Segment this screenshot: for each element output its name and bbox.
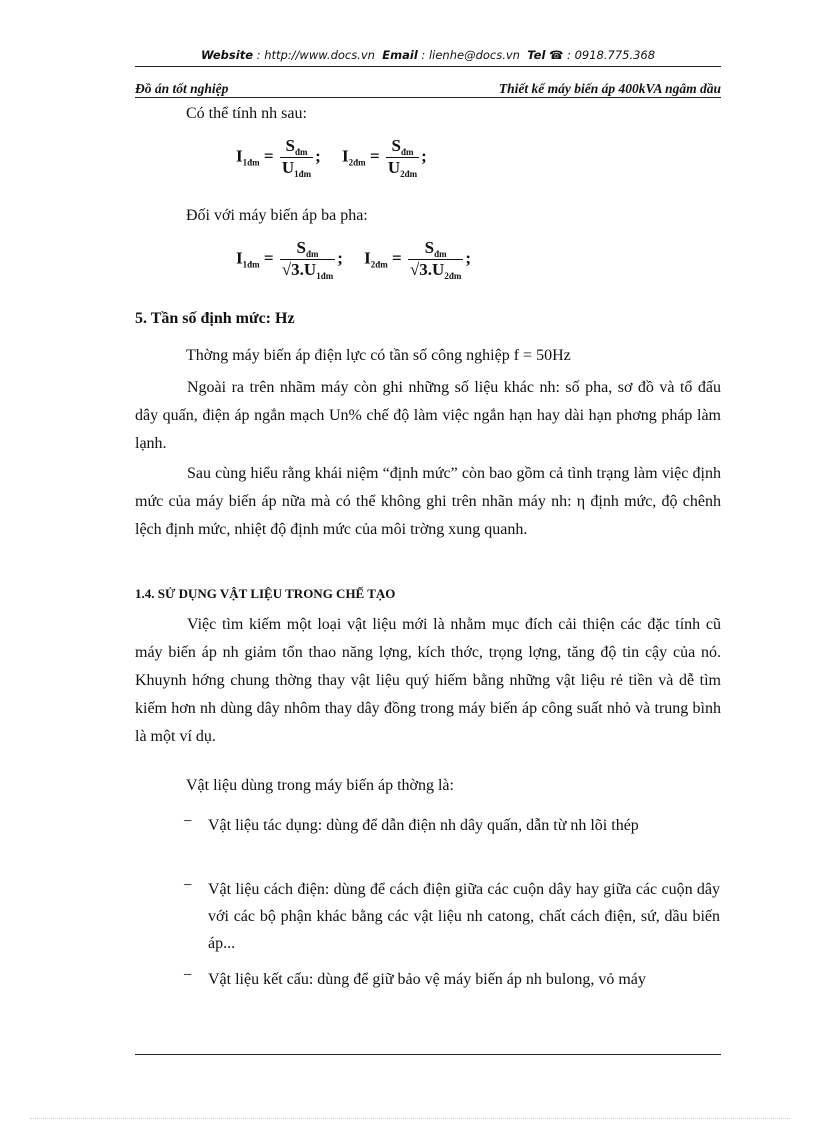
website-label: Website — [200, 48, 254, 62]
para-other-data: Ngoài ra trên nhãm máy còn ghi những số liệu khác nh: số pha, sơ đồ và tổ đấu dây quấn, điện áp ngắn mạch Un% chế độ làm việc ngắn hạn hay dài hạn phơng pháp làm lạnh. — [135, 379, 721, 452]
header-divider — [135, 66, 721, 67]
three-phase-line: Đối với máy biến áp ba pha: — [186, 207, 368, 224]
website-header — [135, 48, 721, 62]
para-rated: Sau cùng hiểu rằng khái niệm “định mức” còn bao gồm cả tình trạng làm việc định mức của máy biến áp nữa mà có thể không ghi trên nhãn máy nh: η định mức, độ chênh lệch định mức, nhiệt độ định mức của môi trờng xung quanh. — [135, 465, 721, 538]
section5-title: 5. Tần số định mức: Hz — [135, 310, 295, 327]
bullet-active-materials: Vật liệu tác dụng: dùng để dẫn điện nh dây quấn, dẫn từ nh lõi thép — [208, 817, 639, 834]
intro-line: Có thể tính nh sau: — [186, 105, 307, 122]
doc-right-title: Thiết kế máy biến áp 400kVA ngâm dầu — [498, 81, 721, 96]
para-materials: Việc tìm kiếm một loại vật liệu mới là nhằm mục đích cải thiện các đặc tính cũ máy biến áp nh giảm tổn thao năng lợng, kích thớc, trọng lợng, tăng độ tin cậy của nó. Khuynh hớng chung thờng thay vật liệu quý hiếm bằng những vật liệu rẻ tiền và dễ tìm kiếm hơn nh dùng dây nhôm thay dây đồng trong máy biến áp công suất nhỏ và trung bình là một ví dụ. — [135, 616, 721, 745]
website-url[interactable]: : http://www.docs.vn — [256, 48, 375, 62]
tel-label: Tel — [527, 48, 546, 62]
email-address[interactable]: : lienhe@docs.vn — [421, 48, 520, 62]
footer-divider — [135, 1054, 721, 1055]
page-bottom-dots — [30, 1118, 790, 1119]
formula-single-phase: $I_{1đm}$ = $\frac{S_{đm}}{U_{1đm}}$ ; $I_{2đm}$ = $\frac{S_{đm}}{U_{2đm}}$ ; — [236, 136, 427, 179]
formula-three-phase: $I_{1đm}$ = $\frac{S_{đm}}{√3.U_{1đm}}$ ; $I_{2đm}$ = $\frac{S_{đm}}{√3.U_{2đm}}$ ; — [236, 238, 471, 281]
header-underline — [135, 97, 721, 98]
bullet-insulation-materials: Vật liệu cách điện: dùng để cách điện giữa các cuộn dây hay giữa các cuộn dây với các bộ phận khác bằng các vật liệu nh catong, chất cách điện, sứ, dầu biến áp... — [208, 881, 720, 952]
section14-title: 1.4. SỬ DỤNG VẬT LIỆU TRONG CHẾ TẠO — [135, 586, 396, 601]
phone-icon: ☎ — [549, 48, 564, 62]
para-used-materials: Vật liệu dùng trong máy biến áp thờng là: — [186, 777, 454, 794]
email-label: Email — [382, 48, 418, 62]
para-frequency: Thờng máy biến áp điện lực có tần số công nghiệp f = 50Hz — [186, 347, 571, 364]
bullet-dash: − — [183, 967, 193, 984]
bullet-dash: − — [183, 877, 193, 894]
doc-left-title: Đồ án tốt nghiệp — [135, 81, 229, 96]
tel-number: : 0918.775.368 — [567, 48, 656, 62]
bullet-dash: − — [183, 813, 193, 830]
bullet-structural-materials: Vật liệu kết cấu: dùng để giữ bảo vệ máy biến áp nh bulong, vỏ máy — [208, 971, 646, 988]
